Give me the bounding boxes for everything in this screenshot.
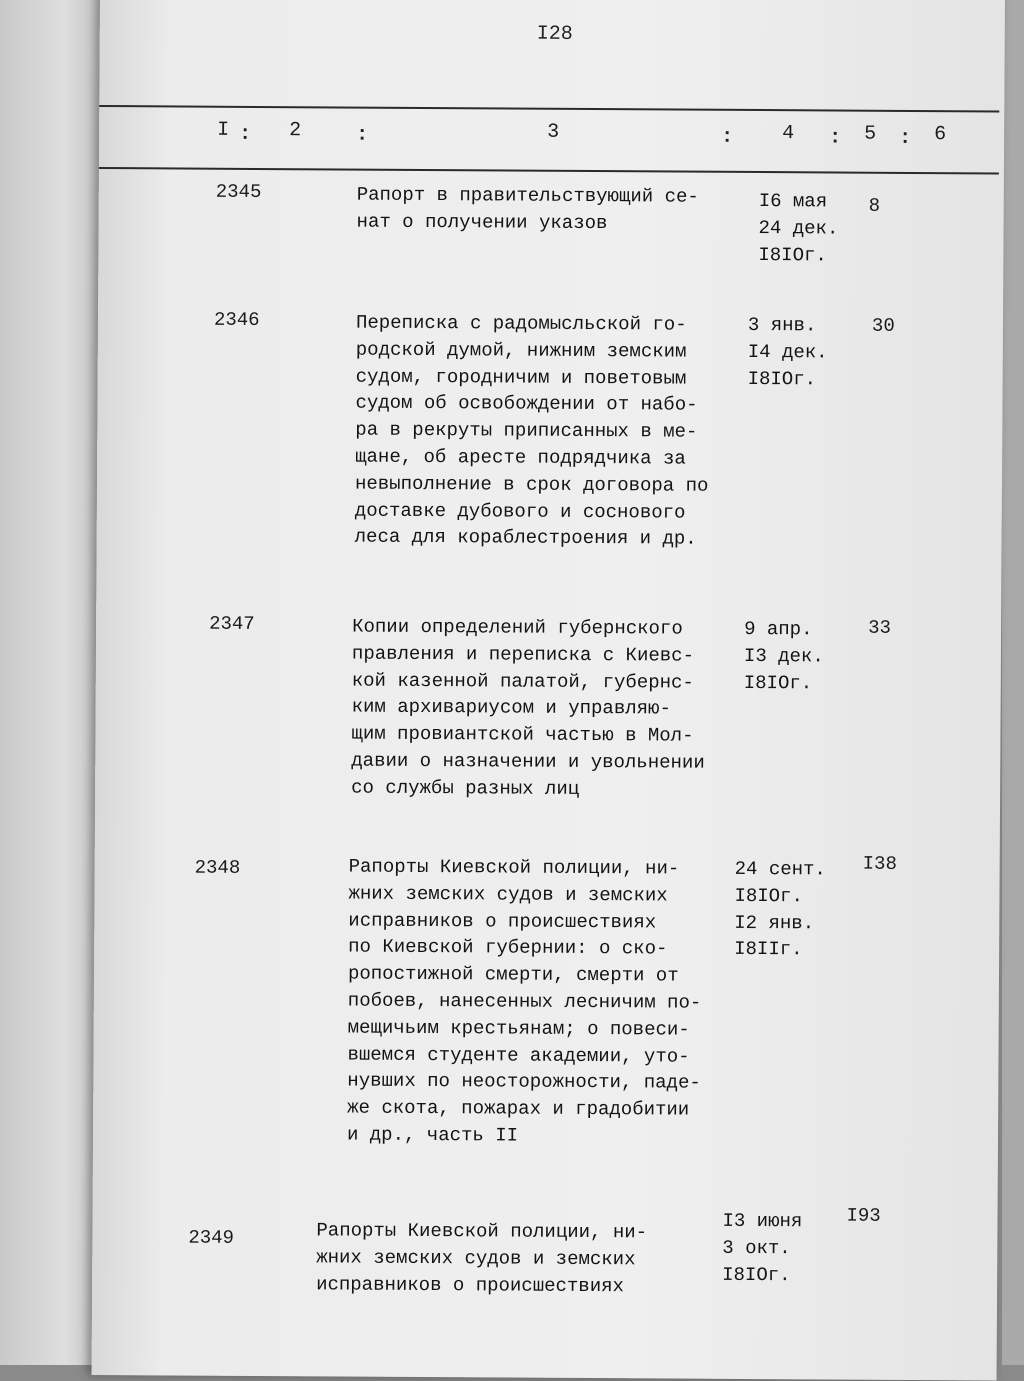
column-separator: : [899,126,912,150]
entry-number: 2347 [209,612,255,635]
entry-description: Рапорты Киевской полиции, ни- жних земских судов и земских исправников о происшествиях [316,1219,648,1297]
facing-page [0,0,108,1365]
entry-description: Рапорты Киевской полиции, ни- жних земских судов и земских исправников о происшествиях по Киевской губернии: о ско- ропостижной смерти, смерти от побоев, нанесенных лесничим по- мещичьим крестьянам; о повеси- вшемся студенте академии, уто- нувших по неосторожности, паде- же скота, пожарах и градобитии и др., часть II [346,855,702,1147]
column-header-3: 3 [547,120,560,144]
page-number: I28 [536,22,573,46]
table-row [95,852,995,1147]
entry-sheets: 30 [871,314,895,337]
entry-sheets: I93 [846,1204,881,1227]
entry-number: 2349 [188,1226,235,1249]
column-separator: : [239,122,252,146]
entry-dates: 24 сент. I8IOг. I2 янв. I8IIг. [734,857,826,961]
entry-dates: 3 янв. I4 дек. I8IOг. [747,313,828,390]
background-edge [1002,0,1024,1365]
entry-description: Копии определений губернского правления и переписка с Киевс- кой казенной палатой, губернс- ким архивариусом и управляю- щим провиантской частью в Мол- давии о назначении и увольнении со службы разных лиц [351,615,705,800]
entry-number: 2345 [215,180,262,203]
table-row [98,308,998,551]
entry-number: 2348 [194,856,241,879]
entry-number: 2346 [213,308,260,331]
column-header-5: 5 [864,122,877,146]
entry-sheets: 8 [868,194,881,217]
entry-sheets: 33 [868,616,891,639]
table-header-bottom-rule [99,167,999,174]
document-page [92,0,1005,1381]
entry-dates: 9 апр. I3 дек. I8IOг. [743,617,824,694]
entry-description: Рапорт в правительствующий се- нат о получении указов [356,183,699,234]
column-separator: : [829,126,842,150]
entry-dates: I3 июня 3 окт. I8IOг. [722,1209,803,1286]
column-separator: : [721,125,734,149]
column-header-6: 6 [934,123,947,147]
column-header-2: 2 [289,119,302,143]
column-header-4: 4 [782,122,795,146]
column-separator: : [356,123,369,147]
table-header-top-rule [99,105,999,112]
entry-description: Переписка с радомысльской го- родской думой, нижним земским судом, городничим и поветовым судом об освобождении от набо- ра в рекруты приписанных в ме- щане, об аресте подрядчика за невыполнение в срок договора по доставке дубового и соснового леса для кораблестроения и др. [354,311,709,551]
entry-sheets: I38 [862,852,897,875]
table-row [96,612,996,800]
column-header-1: I [217,118,230,142]
entry-dates: I6 мая 24 дек. I8IOг. [758,190,839,267]
table-row [92,1204,992,1297]
table-row [99,180,999,267]
